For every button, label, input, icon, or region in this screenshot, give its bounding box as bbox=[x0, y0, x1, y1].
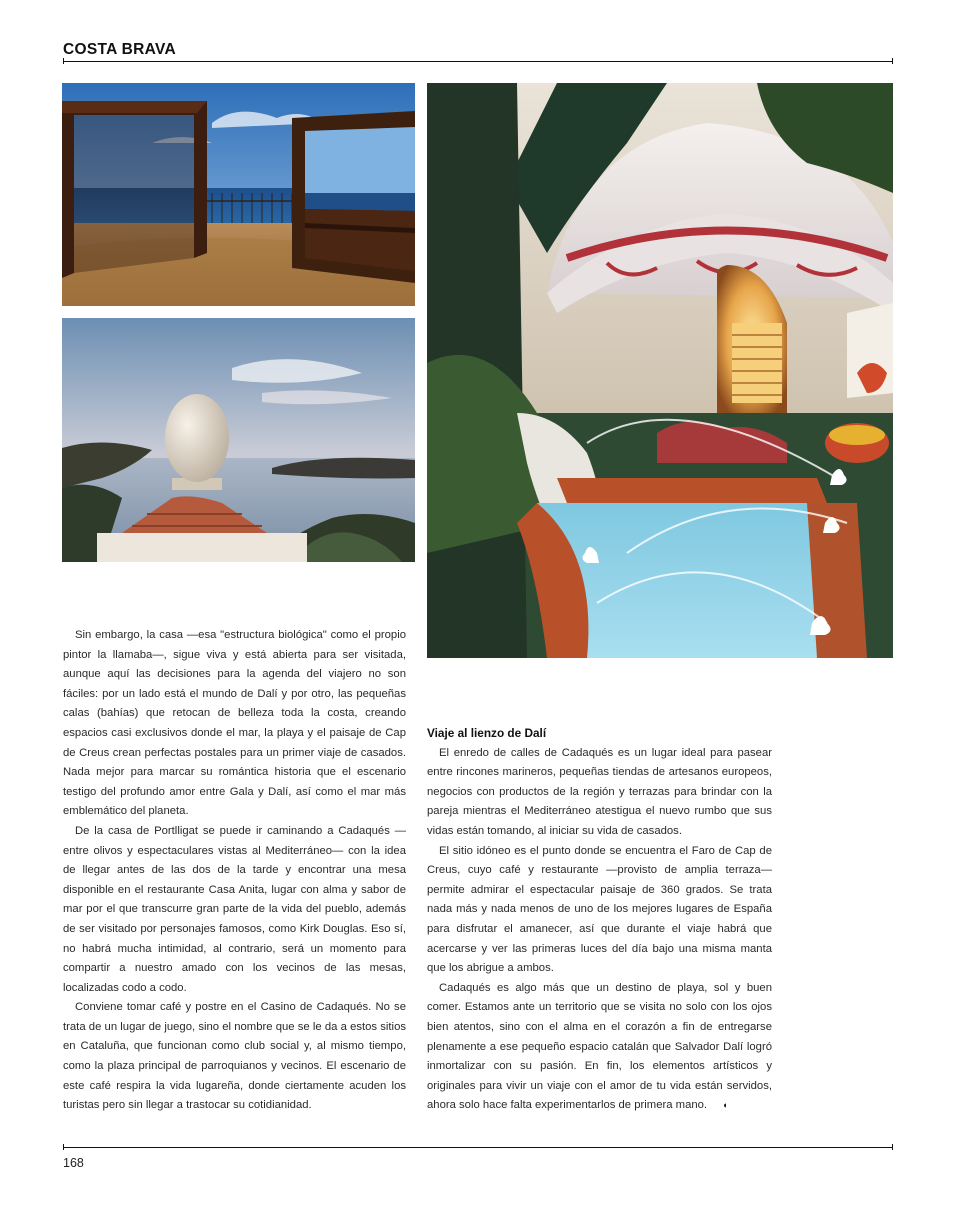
section-subhead: Viaje al lienzo de Dalí bbox=[427, 726, 547, 740]
paragraph: El enredo de calles de Cadaqués es un lugar ideal para pasear entre rincones marineros, pequeñas tiendas de artesanos europeos, negocios con productos de la región y terrazas para brindar con la pareja mientras el Mediterráneo atestigua el nuevo rumbo que sus vidas están tomando, al iniciar su vida de casados. bbox=[427, 746, 772, 837]
footer-rule-tick-right bbox=[892, 1144, 893, 1150]
header-rule bbox=[63, 61, 893, 62]
paragraph: Sin embargo, la casa —esa "estructura biológica" como el propio pintor la llamaba—, sigue viva y está abierta para ser visitada, aunque aquí las decisiones para la agenda del viajero no son fáciles: por un lado está el mundo de Dalí y por otro, las pequeñas calas (bahías) que retocan de belleza toda la costa, creando espacios casi exclusivos donde el mar, la playa y el paisaje de Cap de Creus crean perfectas postales para un primer viaje de casados. Nada mejor para marcar su romántica historia que el escenario testigo del profundo amor entre Gala y Dalí, así como el mar más emblemático del planeta. bbox=[63, 629, 406, 818]
footer-rule-tick-left bbox=[63, 1144, 64, 1150]
paragraph: El sitio idóneo es el punto donde se encuentra el Faro de Cap de Creus, cuyo café y restaurante —provisto de amplia terraza— permite admirar el espectacular paisaje de 360 grados. Se trata nada más y nada menos de uno de los mejores lugares de España para disfrutar el amanecer, así que durante el viaje habrá que acercarse y ver las primeras luces del día bajo una misma manta que los abrigue a ambos. bbox=[427, 844, 772, 975]
rusted-steel-viewpoint-frames-over-sea-photo bbox=[62, 83, 415, 306]
end-of-article-icon: ◖ bbox=[722, 1100, 728, 1111]
dali-house-pool-with-swan-fountains-photo bbox=[427, 83, 893, 658]
photo-dali-pool bbox=[427, 83, 893, 658]
photo-egg-sculpture bbox=[62, 318, 415, 562]
header-rule-tick-left bbox=[63, 58, 64, 64]
footer-rule bbox=[63, 1147, 893, 1148]
article-column-left bbox=[63, 626, 406, 1116]
header-rule-tick-right bbox=[892, 58, 893, 64]
paragraph-text: Cadaqués es algo más que un destino de playa, sol y buen comer. Estamos ante un territorio que se visita no solo con los ojos bien atentos, sino con el alma en el corazón a fin de entregarse plenamente a ese pequeño espacio catalán que Salvador Dalí logró inmortalizar con su pasión. En fin, los elementos artísticos y originales para vivir un viaje con el amor de tu vida están servidos, ahora solo hace falta experimentarlos de primera mano. bbox=[427, 981, 772, 1112]
giant-egg-sculpture-over-bay-photo bbox=[62, 318, 415, 562]
section-title: COSTA BRAVA bbox=[63, 41, 176, 58]
article-column-right bbox=[427, 724, 772, 1116]
paragraph: De la casa de Portlligat se puede ir caminando a Cadaqués —entre olivos y espectaculares vistas al Mediterráneo— con la idea de llegar antes de las dos de la tarde y encontrar una mesa disponible en el restaurante Casa Anita, lugar con alma y sabor de mar por el que transcurre gran parte de la vida del pueblo, además de ser visitado por personajes famosos, como Kirk Douglas. Eso sí, no habrá mucha intimidad, al contrario, será un momento para compartir a nuestro amado con los vecinos de las mesas, localizadas codo a codo. bbox=[63, 824, 406, 994]
paragraph-last bbox=[427, 979, 772, 1116]
page-number: 168 bbox=[63, 1156, 84, 1170]
photo-viewpoint-frames bbox=[62, 83, 415, 306]
paragraph: Conviene tomar café y postre en el Casino de Cadaqués. No se trata de un lugar de juego, sino el nombre que se le da a estos sitios en Cataluña, que funcionan como club social y, al mismo tiempo, como la plaza principal de parroquianos y vecinos. El escenario de este café respira la vida lugareña, donde ciertamente acuden los turistas pero sin llegar a trastocar su cotidianidad. bbox=[63, 1001, 406, 1112]
